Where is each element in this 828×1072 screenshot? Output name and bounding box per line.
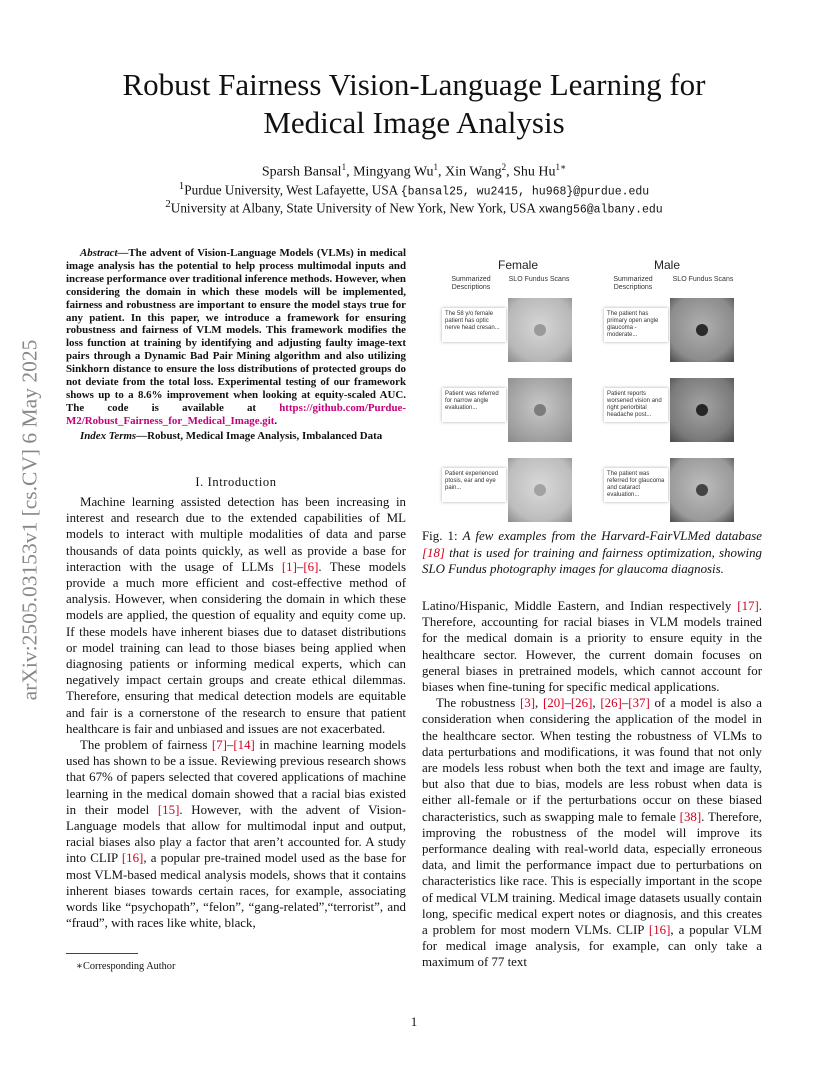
paragraph [66, 494, 406, 737]
citation[interactable]: [14] [233, 738, 255, 753]
author-name: Xin Wang [445, 164, 502, 180]
author-list: Sparsh Bansal$^1$, Mingyang Wu$^1$, Xin Wang$^2$, Shu $Hu^{1∗}$ [261, 162, 567, 180]
paragraph [422, 598, 762, 695]
description-card: The patient has primary open angle glaucoma - moderate... [604, 308, 668, 342]
intro-left-column [66, 494, 406, 931]
arxiv-identifier: arXiv:2505.03153v1 [cs.CV] 6 May 2025 [17, 339, 42, 701]
paragraph [422, 695, 762, 970]
code-link[interactable]: https://github.com/Purdue-M2/Robust_Fairness_for_Medical_Image.git [66, 401, 406, 427]
paragraph [66, 737, 406, 931]
citation[interactable]: [37] [628, 696, 650, 711]
author-affiliation-mark: 2 [501, 162, 507, 172]
citation[interactable]: [20] [542, 696, 565, 711]
fundus-scan-image [508, 378, 572, 442]
column-header: Summarized Descriptions [451, 276, 491, 291]
text-run: . Therefore, accounting for racial biases in VLM models trained for the medical domain is a priority to ensure equity in the healthcare sector. However, the current domain focuses on general biases in pretrained models, which cannot account for biases when fine-tuning for specific medical applications. [422, 599, 762, 695]
optic-disc [696, 484, 708, 496]
page-number: 1 [410, 1014, 418, 1029]
citation[interactable]: [3] [519, 696, 535, 711]
optic-disc [534, 324, 546, 336]
citation[interactable]: [1] [281, 559, 297, 574]
optic-disc [534, 404, 546, 416]
text-run: – [564, 696, 571, 711]
group-label-female: Female [498, 258, 539, 272]
author-affiliation-mark: 1 [341, 162, 347, 172]
description-card: Patient experienced ptosis, ear and eye pain... [442, 468, 506, 502]
citation[interactable]: [7] [211, 738, 227, 753]
citation[interactable]: [38] [679, 809, 702, 824]
text-run: – [296, 559, 304, 574]
footnote-rule [66, 953, 138, 954]
column-header: SLO Fundus Scans [672, 276, 734, 283]
text-run: , [592, 696, 601, 711]
section-heading: I. Introduction [195, 475, 277, 489]
fundus-scan-image [670, 378, 734, 442]
citation[interactable]: [16] [121, 851, 144, 866]
figure-1 [436, 256, 756, 518]
text-run: Latino/Hispanic, Middle Eastern, and Indian respectively [422, 599, 738, 613]
paper-title: Robust Fairness Vision-Language Learning for Medical Image Analysis [122, 67, 706, 140]
citation[interactable]: [26] [600, 696, 622, 711]
author-affiliation-mark: 1 [433, 162, 439, 172]
fundus-scan-image [508, 298, 572, 362]
text-run: – [621, 696, 629, 711]
text-run: in machine learning models used has shown to be a issue. Reviewing previous research shows that 67% of papers selected that covered applications of machine learning in the medical domain showed that a racial bias existed in their model [66, 738, 406, 817]
text-run: , [534, 696, 543, 711]
group-label-male: Male [654, 258, 681, 272]
description-card: The 58 y/o female patient has optic nerve head cresan... [442, 308, 506, 342]
figure-caption: Fig. 1: A few examples from the Harvard-FairVLMed database [18] that is used for training and fairness optimization, showing SLO Fundus photography images for glaucoma diagnosis. [422, 529, 763, 576]
text-run: . However, with the advent of Vision-Language models that allow for multimodal input and output, racial biases also play a factor that aren’t accounted for. A study into CLIP [66, 802, 406, 866]
citation[interactable]: [6] [303, 559, 319, 574]
text-run: . These models provide a much more efficient and cost-effective method of analysis. However, when considering the domain in which these models are applied, the question of equality and equity come up. If these models have inherent biases due to dataset distributions or model training can lead to those biases being applied when diagnosing patients or informing medical experts, which can negatively impact certain groups and create ethical dilemmas. Therefore, ensuring that medical detection models are equitable and fair is a cornerstone of the research to ensure that patient healthcare is fair and unbiased and issues are not exacerbated. [66, 559, 407, 736]
text-run: Machine learning assisted detection has been increasing in interest and research due to the extended capabilities of ML models to interact with multiple modalities of data and parse thousands of data points quickly, as well as provide a base for interaction with the usage of LLMs [66, 495, 406, 574]
column-header: SLO Fundus Scans [508, 276, 570, 283]
abstract: Abstract—The advent of Vision-Language Models (VLMs) in medical image analysis has the potential to help process multimodal inputs and increase performance over traditional inference methods. However, when considering the domain in which these models will be implemented, fairness and robustness are important to ensure the model stays true for any patient. In this paper, we introduce a framework for ensuring robustness and fairness of VLM models. This framework modifies the loss function at training by identifying and adjusting faulty image-text pairs through a Dynamic Bad Pair Mining algorithm and also utilizing Sinkhorn distance to ensure the loss distributions of protected groups do not deviate from the total loss. Experimental testing of our framework shows up to a 8.6% improvement when looking at equity-scaled AUC. The code is available at https://github.com/Purdue-M2/Robust_Fairness_for_Medical_Image.git. [66, 247, 406, 427]
optic-disc [696, 404, 708, 416]
text-run: . Therefore, improving the robustness of the model will improve its performance dealing with real-world data, especially erroneous data, and limit the performance impact due to perturbations on characteristics like race. This is especially important in the scope of medical VLM training. Medical image datasets usually contain long, specific medical expert notes or diagnosis, and this creates a problem for most modern VLMs. CLIP [422, 809, 763, 938]
optic-disc [534, 484, 546, 496]
text-run: The robustness [436, 696, 520, 711]
citation[interactable]: [16] [648, 923, 671, 938]
author-affiliation-mark: 1∗ [555, 162, 567, 172]
author-name: Mingyang Wu [353, 164, 434, 180]
fundus-scan-image [670, 298, 734, 362]
text-run: The problem of fairness [80, 738, 212, 753]
text-run: of a model is also a consideration when considering the application of the model in the healthcare sector. When testing the robustness of VLMs to data perturbations and modifications, it was found that not only are models less robust when both the text and image are faulty, but also that due to bias, models are less robust when data is either all-female or if the perturbations occur on these biased characteristics, such as swapping male to female [422, 696, 762, 824]
text-run: – [226, 738, 234, 753]
text-run: , a popular VLM for medical image analysis, for example, can only take a maximum of 77 text [422, 923, 762, 970]
fundus-scan-image [670, 458, 734, 522]
affiliation-1: $^1$Purdue University, West Lafayette, USA {bansal25, wu2415, hu968}@purdue.edu [178, 180, 650, 199]
fundus-scan-image [508, 458, 572, 522]
citation[interactable]: [26] [570, 696, 593, 711]
footnote: ∗Corresponding Author [76, 961, 176, 972]
author-name: Shu Hu [513, 164, 556, 180]
column-header: Summarized Descriptions [613, 276, 653, 291]
description-card: The patient was referred for glaucoma and cataract evaluation... [604, 468, 668, 502]
optic-disc [696, 324, 708, 336]
intro-right-column [422, 598, 762, 971]
index-terms: Index Terms—Robust, Medical Image Analysis, Imbalanced Data [80, 430, 383, 442]
author-name: Sparsh Bansal [261, 164, 342, 180]
description-card: Patient reports worsened vision and right periorbital headache post... [604, 388, 668, 422]
citation[interactable]: [17] [737, 599, 759, 613]
text-run: , a popular pre-trained model used as the base for most VLM-based medical analysis models, shows that it contains inherent biases towards certain races, for example, associating words like “psychopath”, “felon”, “gang-related”,“terrorist”, and “fraud”, with races like white, black, [66, 851, 406, 931]
description-card: Patient was referred for narrow angle evaluation... [442, 388, 506, 422]
affiliation-2: $^2$University at Albany, State University of New York, New York, USA xwang56@albany.edu [165, 198, 663, 217]
citation[interactable]: [15] [157, 802, 180, 817]
